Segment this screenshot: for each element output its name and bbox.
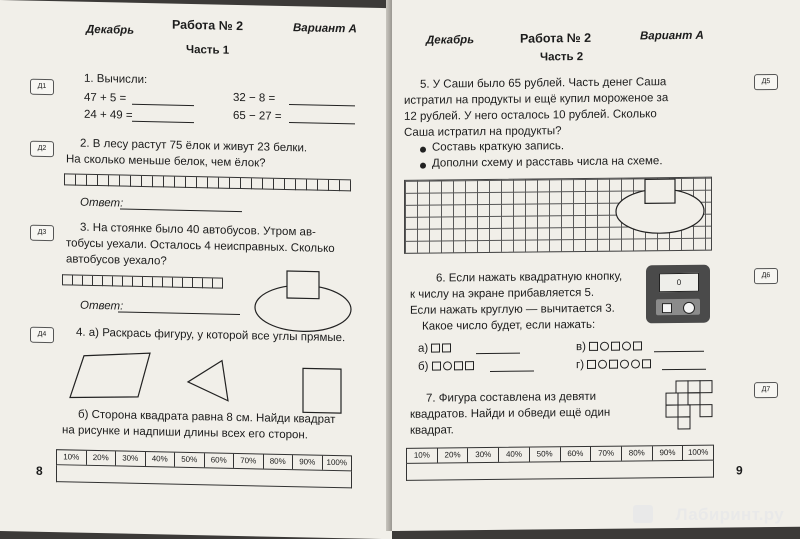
percent-cell: 100%: [326, 457, 347, 468]
square-icon: [454, 362, 463, 371]
option-label: г): [576, 358, 585, 372]
figures-to-color[interactable]: [66, 347, 366, 415]
square-icon: [587, 360, 596, 369]
square-icon: [611, 342, 620, 351]
task3-text: 3. На стоянке было 40 автобусов. Утром ав-: [80, 221, 316, 239]
work-title: Работа № 2: [520, 30, 592, 46]
answer-blank[interactable]: [289, 122, 355, 124]
percent-cell: 50%: [175, 453, 205, 468]
task6-text: к числу на экране прибавляется 5.: [410, 286, 595, 301]
task5-text: 5. У Саши было 65 рублей. Часть денег Саша: [420, 76, 667, 91]
circle-icon: [443, 362, 452, 371]
option-label: а): [418, 342, 429, 355]
option-label: в): [576, 340, 586, 354]
task4b-text: на рисунке и надпиши длины всех его сторон.: [62, 424, 308, 442]
percent-cell: 100%: [687, 447, 709, 457]
task-badge-d3: Д3: [30, 225, 54, 242]
answer-blank[interactable]: [132, 121, 194, 123]
task7-text: 7. Фигура составлена из девяти: [426, 390, 597, 405]
percent-cell: 30%: [468, 448, 499, 462]
write-cells-row[interactable]: [64, 173, 351, 191]
variant-label: Вариант А: [640, 29, 704, 43]
percent-cell: 80%: [264, 455, 294, 470]
square-icon: [589, 342, 598, 351]
task-badge-d6: Д6: [754, 268, 778, 284]
option-v: [576, 339, 644, 355]
circle-icon: [620, 360, 629, 369]
answer-blank[interactable]: [476, 353, 520, 354]
option-a: [418, 341, 453, 357]
task4a-text: 4. а) Раскрась фигуру, у которой все углы прямые.: [76, 326, 346, 345]
task7-text: квадратов. Найди и обведи ещё один: [410, 406, 611, 421]
percent-cell: 70%: [591, 447, 622, 461]
percent-cell: 60%: [205, 453, 235, 468]
option-b: [418, 359, 476, 375]
square-icon: [633, 342, 642, 351]
task1-title: 1. Вычисли:: [84, 72, 148, 87]
square-icon: [431, 344, 440, 353]
work-title: Работа № 2: [172, 17, 244, 34]
expr-2: 24 + 49 =: [84, 108, 133, 122]
percent-cell: 80%: [622, 446, 653, 460]
calculator-screen: 0: [659, 273, 699, 292]
square-icon: [642, 360, 651, 369]
scheme-diagram: [612, 175, 720, 250]
square-icon: [609, 360, 618, 369]
expr-1: 47 + 5 =: [84, 91, 127, 105]
write-cells-row[interactable]: [62, 274, 223, 288]
task5-bullet: Составь краткую запись.: [432, 140, 565, 154]
task5-text: Саша истратил на продукты?: [404, 125, 562, 139]
month-label: Декабрь: [86, 23, 135, 37]
square-icon: [442, 344, 451, 353]
task3-text: автобусов уехало?: [66, 253, 167, 268]
percent-cell: 50%: [530, 447, 561, 461]
square-button-icon[interactable]: [662, 303, 672, 313]
left-page: [0, 0, 392, 539]
task-badge-d4: Д4: [30, 327, 54, 344]
answer-blank[interactable]: [289, 104, 355, 106]
expr-3: 32 − 8 =: [233, 91, 276, 105]
option-label: б): [418, 360, 429, 373]
calculator-panel: [656, 299, 700, 315]
square-icon: [465, 362, 474, 371]
percent-cell: 30%: [116, 451, 146, 466]
percent-cell: 10%: [57, 450, 87, 465]
variant-label: Вариант А: [293, 22, 357, 36]
percent-cell: 70%: [234, 454, 264, 469]
percent-cell: 90%: [653, 446, 684, 460]
bullet-icon: [420, 147, 426, 153]
task7-text: квадрат.: [410, 424, 454, 437]
task5-text: 12 рублей. У него осталось 10 рублей. Сколько: [404, 108, 657, 123]
task2-text: 2. В лесу растут 75 ёлок и живут 23 белки.: [80, 137, 308, 155]
answer-blank[interactable]: [662, 369, 706, 370]
task6-text: Если нажать круглую — вычитается 3.: [410, 302, 615, 317]
page-number: 8: [36, 463, 43, 478]
task-badge-d1: Д1: [30, 79, 54, 96]
task3-text: тобусы уехали. Осталось 4 неисправных. Сколько: [66, 237, 335, 256]
answer-label: Ответ:: [80, 299, 124, 313]
square-icon: [432, 362, 441, 371]
circle-icon: [631, 360, 640, 369]
answer-blank[interactable]: [490, 371, 534, 372]
percent-cell: 10%: [407, 449, 438, 463]
task2-text: На сколько меньше белок, чем ёлок?: [66, 153, 266, 170]
task-badge-d2: Д2: [30, 141, 54, 158]
task-badge-d7: Д7: [754, 382, 778, 398]
part-label: Часть 1: [186, 43, 230, 57]
percent-cell: 60%: [561, 447, 592, 461]
score-bar[interactable]: [406, 461, 714, 481]
page-number: 9: [736, 463, 743, 478]
percent-cell: 90%: [293, 455, 323, 470]
watermark: Лабиринт.ру: [675, 505, 784, 524]
percent-cell: 20%: [87, 451, 117, 466]
calculator-device: [646, 265, 710, 324]
bullet-icon: [420, 163, 426, 169]
task6-text: 6. Если нажать квадратную кнопку,: [436, 270, 623, 285]
percent-cell: 40%: [146, 452, 176, 467]
nine-squares-figure[interactable]: [664, 379, 724, 436]
circle-icon: [600, 342, 609, 351]
circle-icon: [622, 342, 631, 351]
task5-text: истратил на продукты и ещё купил мороженое за: [404, 92, 669, 107]
circle-icon: [598, 360, 607, 369]
task4b-text: б) Сторона квадрата равна 8 см. Найди квадрат: [78, 408, 336, 427]
round-button-icon[interactable]: [683, 302, 695, 314]
answer-label: Ответ:: [80, 196, 124, 210]
answer-blank[interactable]: [132, 104, 194, 106]
answer-line[interactable]: [120, 209, 242, 213]
expr-4: 65 − 27 =: [233, 109, 282, 123]
answer-blank[interactable]: [654, 351, 704, 353]
percent-cell: 20%: [438, 448, 469, 462]
percent-cell: 40%: [499, 448, 530, 462]
right-page: [392, 0, 800, 531]
watermark-logo-icon: [633, 505, 653, 523]
task-badge-d5: Д5: [754, 74, 778, 90]
option-g: [576, 357, 653, 373]
task6-text: Какое число будет, если нажать:: [422, 318, 596, 333]
month-label: Декабрь: [426, 34, 475, 47]
part-label: Часть 2: [540, 50, 584, 64]
task5-bullet: Дополни схему и расставь числа на схеме.: [432, 155, 663, 170]
answer-line[interactable]: [118, 311, 240, 315]
